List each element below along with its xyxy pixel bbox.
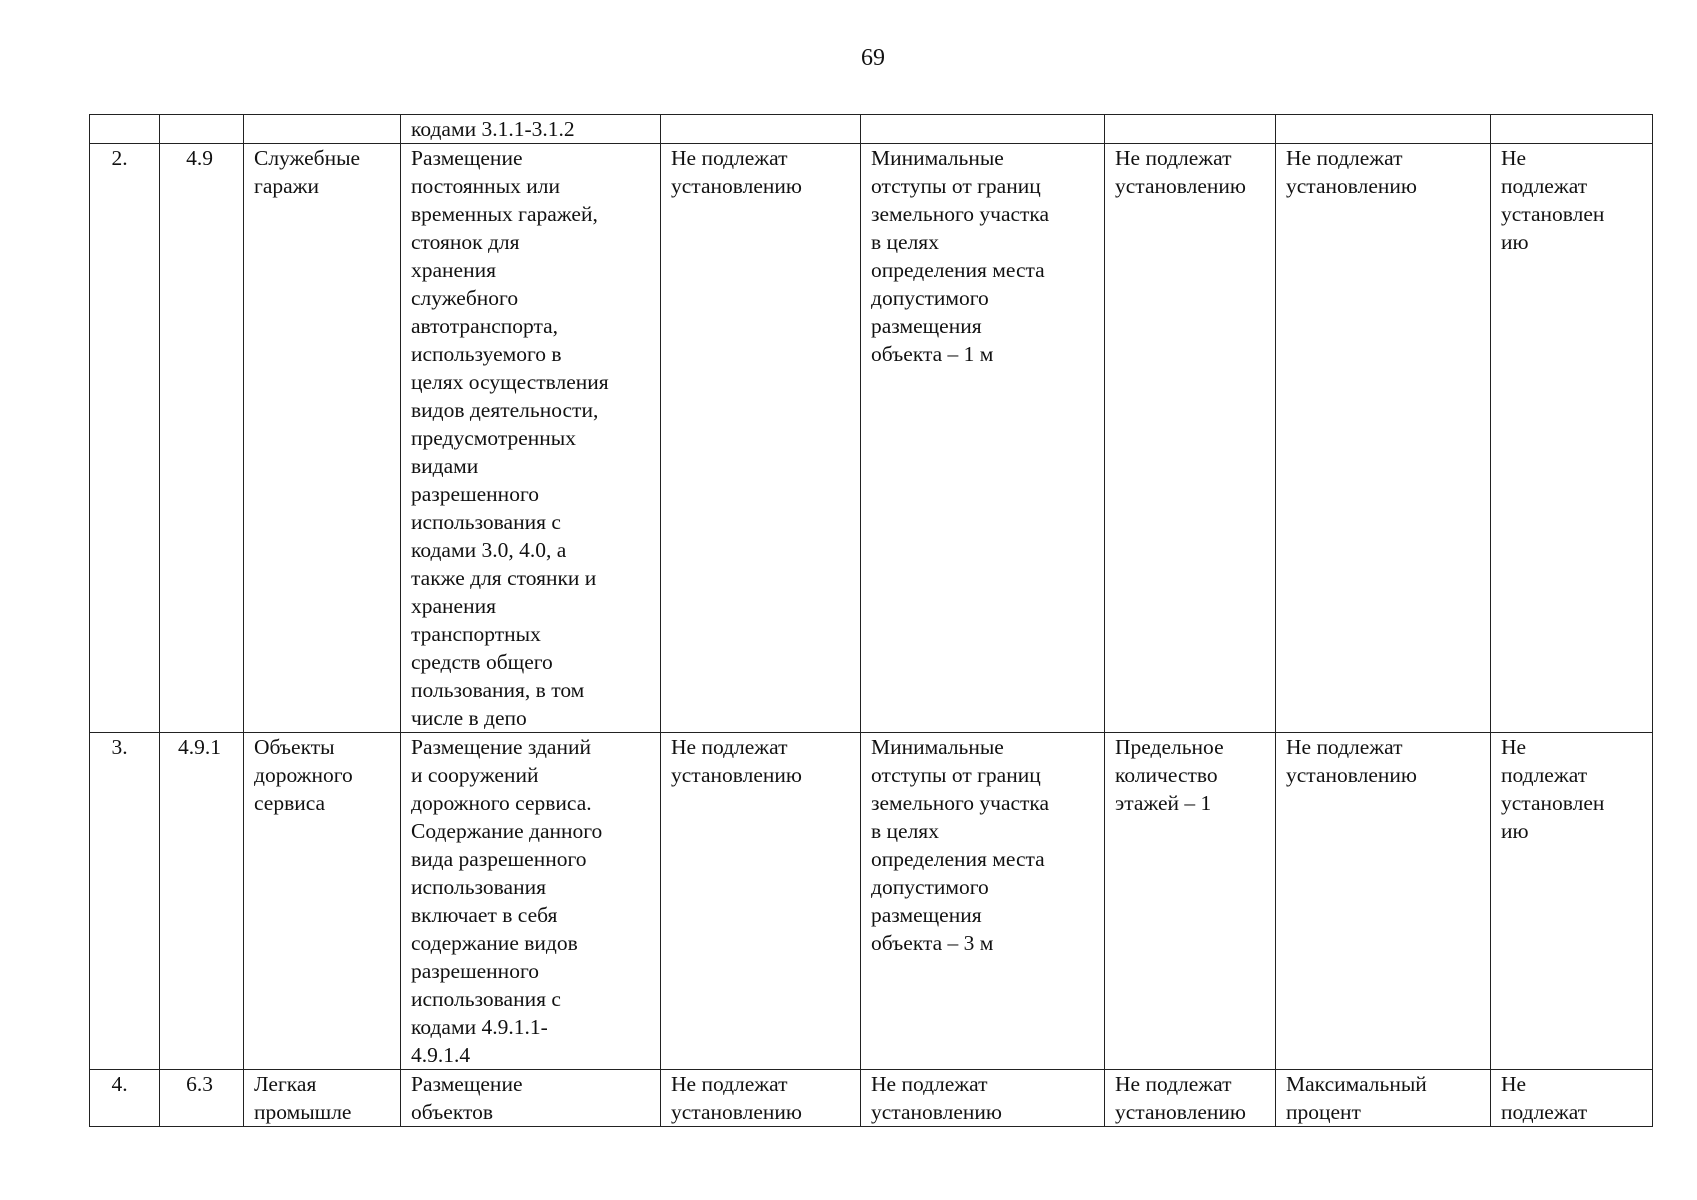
parameter-cell [661, 115, 861, 144]
table-row [90, 733, 1653, 1070]
restriction-cell: Не подлежат установлен ию [1491, 144, 1653, 733]
regulations-table [89, 114, 1653, 1127]
table-row [90, 1070, 1653, 1127]
use-name-cell [244, 115, 401, 144]
coverage-cell: Не подлежат установлению [1276, 144, 1491, 733]
parameter-cell: Не подлежат установлению [661, 144, 861, 733]
use-code-cell: 4.9 [160, 144, 244, 733]
use-description-cell: кодами 3.1.1-3.1.2 [401, 115, 661, 144]
use-code-cell: 6.3 [160, 1070, 244, 1127]
use-name-cell: Служебные гаражи [244, 144, 401, 733]
page-number: 69 [861, 45, 885, 71]
setback-cell: Минимальные отступы от границ земельного участка в целях определения места допустимого размещения объекта – 3 м [861, 733, 1105, 1070]
table-row [90, 144, 1653, 733]
use-name-cell: Легкая промышле [244, 1070, 401, 1127]
use-code-cell: 4.9.1 [160, 733, 244, 1070]
floors-cell [1105, 115, 1276, 144]
floors-cell: Не подлежат установлению [1105, 144, 1276, 733]
restriction-cell: Не подлежат [1491, 1070, 1653, 1127]
setback-cell [861, 115, 1105, 144]
row-number-cell: 2. [90, 144, 160, 733]
parameter-cell: Не подлежат установлению [661, 1070, 861, 1127]
restriction-cell: Не подлежат установлен ию [1491, 733, 1653, 1070]
parameter-cell: Не подлежат установлению [661, 733, 861, 1070]
coverage-cell [1276, 115, 1491, 144]
use-code-cell [160, 115, 244, 144]
use-description-cell: Размещение объектов [401, 1070, 661, 1127]
use-name-cell: Объекты дорожного сервиса [244, 733, 401, 1070]
use-description-cell: Размещение постоянных или временных гаражей, стоянок для хранения служебного автотранспорта, используемого в целях осуществления видов деятельности, предусмотренных видами разрешенного использования с кодами 3.0, 4.0, а также для стоянки и хранения транспортных средств общего пользования, в том числе в депо [401, 144, 661, 733]
setback-cell: Не подлежат установлению [861, 1070, 1105, 1127]
row-number-cell [90, 115, 160, 144]
row-number-cell: 3. [90, 733, 160, 1070]
table-row [90, 115, 1653, 144]
setback-cell: Минимальные отступы от границ земельного участка в целях определения места допустимого размещения объекта – 1 м [861, 144, 1105, 733]
restriction-cell [1491, 115, 1653, 144]
floors-cell: Не подлежат установлению [1105, 1070, 1276, 1127]
use-description-cell: Размещение зданий и сооружений дорожного сервиса. Содержание данного вида разрешенного использования включает в себя содержание видов разрешенного использования с кодами 4.9.1.1- 4.9.1.4 [401, 733, 661, 1070]
floors-cell: Предельное количество этажей – 1 [1105, 733, 1276, 1070]
row-number-cell: 4. [90, 1070, 160, 1127]
coverage-cell: Не подлежат установлению [1276, 733, 1491, 1070]
coverage-cell: Максимальный процент [1276, 1070, 1491, 1127]
